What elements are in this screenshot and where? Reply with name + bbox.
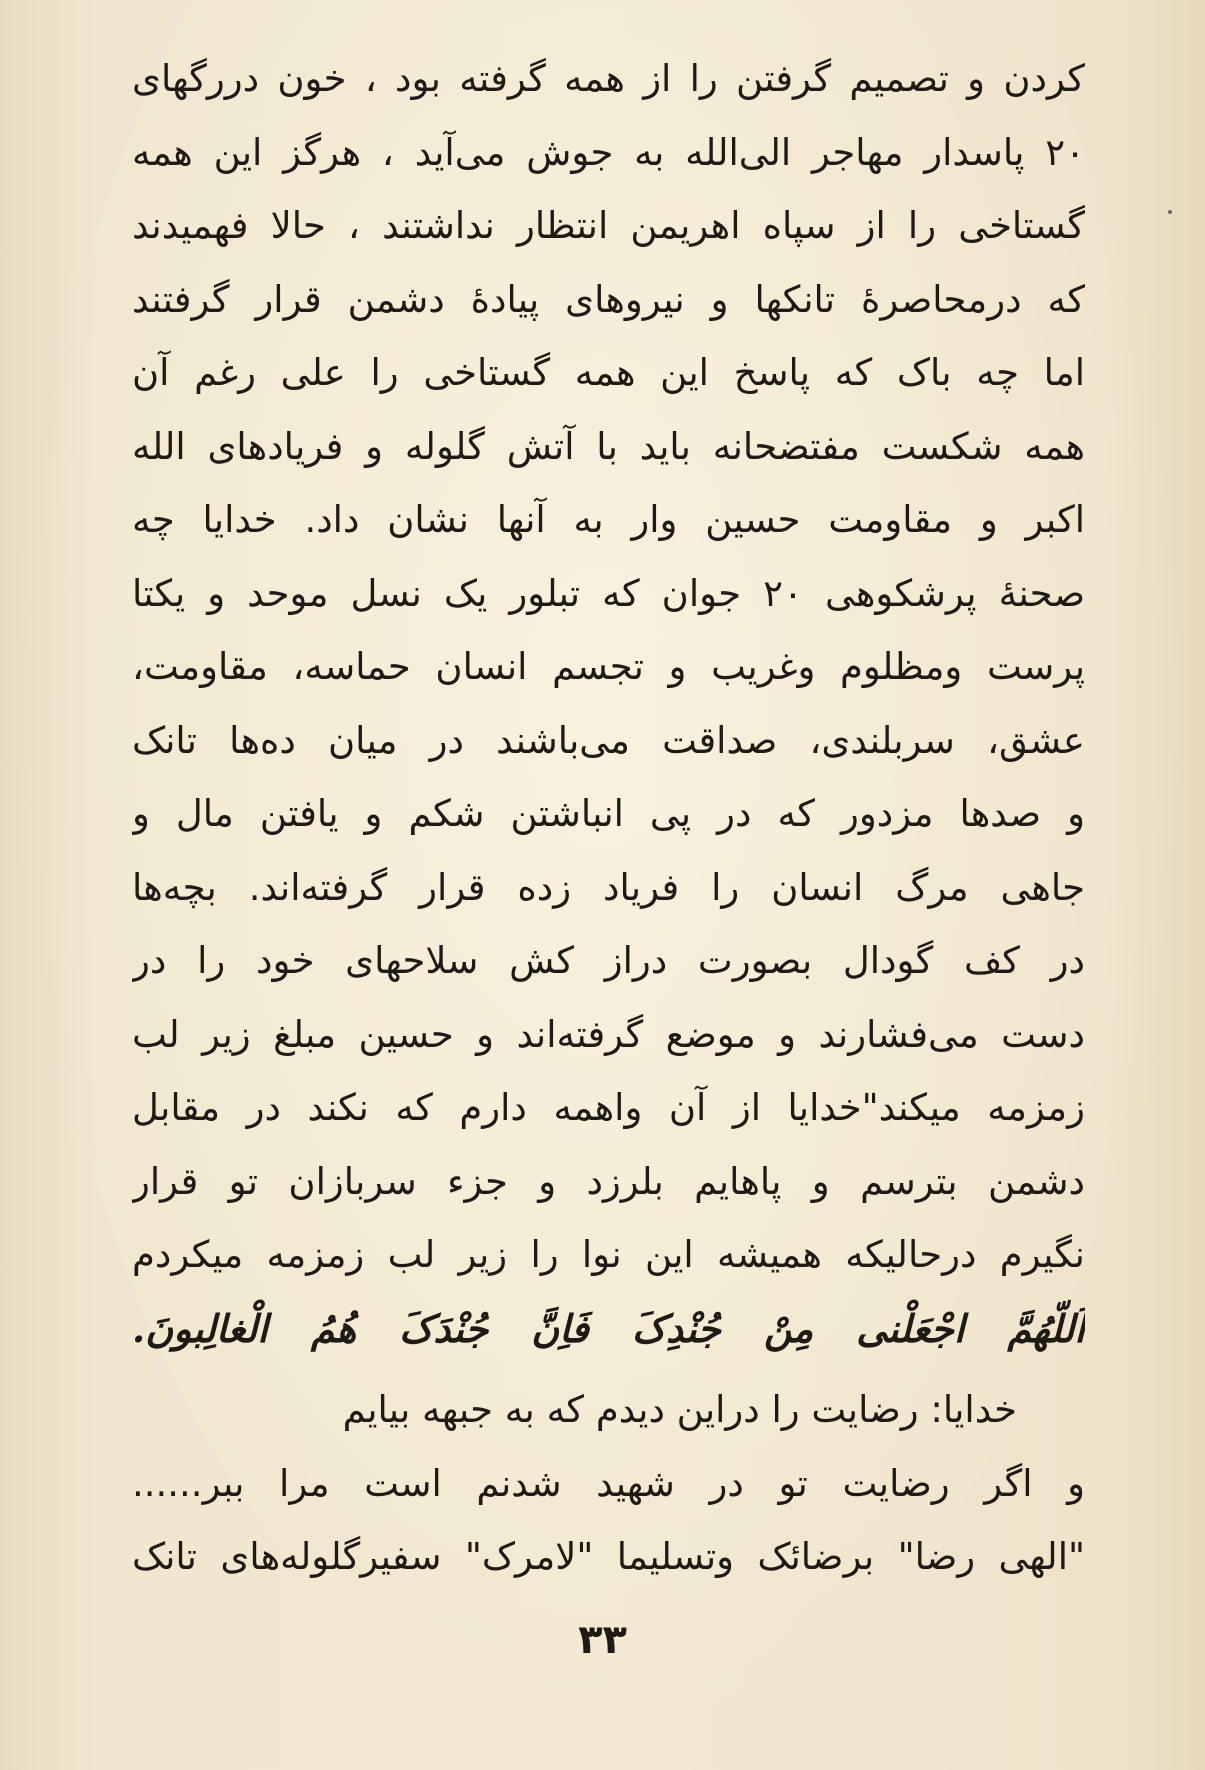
text-line-3: گستاخی را از سپاه اهریمن انتظار نداشتند ، حالا فهمیدند bbox=[132, 204, 1085, 247]
text-line-12: جاهی مرگ انسان را فریاد زده قرار گرفته‌اند. بچه‌ها bbox=[132, 865, 1085, 909]
paragraph2-line-3: "الهی رضا" برضائک وتسلیما "لامرک" سفیرگلوله‌های تانک bbox=[132, 1535, 1085, 1578]
text-line-13: در کف گودال بصورت دراز کش سلاحهای خود را در bbox=[132, 939, 1085, 982]
arabic-verse-line: اَللّهُمَّ اجْعَلْنی مِنْ جُنْدِکَ فَاِنَّ جُنْدَکَ هُمُ الْغالِبونَ. bbox=[132, 1305, 1085, 1351]
text-line-5: اما چه باک که پاسخ این همه گستاخی را علی رغم آن bbox=[132, 351, 1085, 394]
text-line-8: صحنهٔ پرشکوهی ۲۰ جوان که تبلور یک نسل موحد و یکتا bbox=[132, 571, 1085, 615]
paper-speck bbox=[1168, 210, 1172, 214]
text-line-1: کردن و تصمیم گرفتن را از همه گرفته بود ، خون دررگهای bbox=[132, 57, 1085, 100]
text-line-17: نگیرم درحالیکه همیشه این نوا را زیر لب زمزمه میکردم bbox=[132, 1233, 1085, 1276]
text-line-15: زمزمه میکند"خدایا از آن واهمه دارم که نکند در مقابل bbox=[132, 1086, 1085, 1129]
text-line-7: اکبر و مقاومت حسین وار به آنها نشان داد. خدایا چه bbox=[132, 498, 1085, 541]
text-line-4: که درمحاصرهٔ تانکها و نیروهای پیادهٔ دشمن قرار گرفتند bbox=[132, 277, 1085, 321]
text-line-2: ۲۰ پاسدار مهاجر الی‌الله به جوش می‌آید ، هرگز این همه bbox=[132, 130, 1085, 174]
text-line-16: دشمن بترسم و پاهایم بلرزد و جزء سربازان تو قرار bbox=[132, 1159, 1085, 1203]
text-line-6: همه شکست مفتضحانه باید با آتش گلوله و فریادهای الله bbox=[132, 424, 1085, 468]
paragraph2-line-1: خدایا: رضایت را دراین دیدم که به جبهه بیایم bbox=[342, 1388, 1017, 1431]
text-line-11: و صدها مزدور که در پی انباشتن شکم و یافتن مال و bbox=[132, 792, 1085, 835]
page-number: ۳۳ bbox=[578, 1617, 627, 1663]
text-line-10: عشق، سربلندی، صداقت می‌باشند در میان ده‌ها تانک bbox=[132, 718, 1085, 762]
text-line-14: دست می‌فشارند و موضع گرفته‌اند و حسین مبلغ زیر لب bbox=[132, 1012, 1085, 1056]
main-text bbox=[132, 42, 1085, 1594]
paragraph2-line-2: و اگر رضایت تو در شهید شدنم است مرا ببر...... bbox=[132, 1461, 1085, 1505]
text-line-9: پرست ومظلوم وغریب و تجسم انسان حماسه، مقاومت، bbox=[132, 645, 1085, 688]
